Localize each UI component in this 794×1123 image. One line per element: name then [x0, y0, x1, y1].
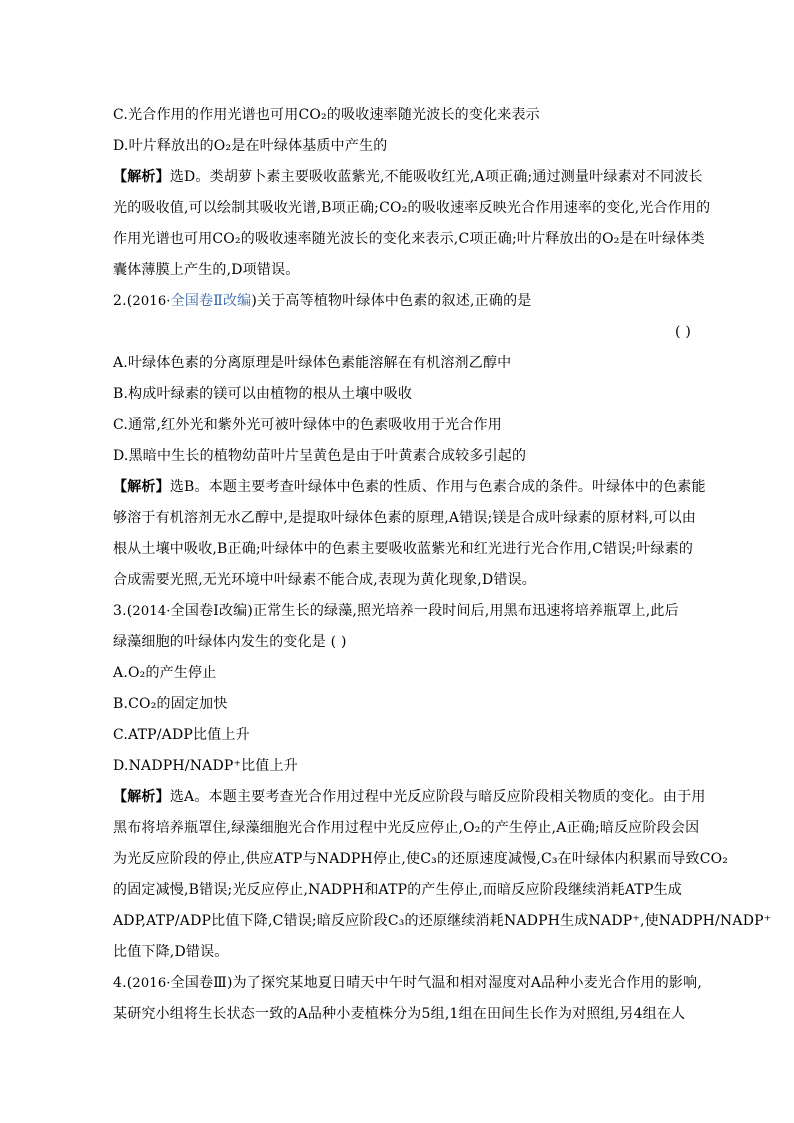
q2-answer-paren: ( ) — [675, 324, 691, 340]
q3-option-c: C.ATP/ADP比值上升 — [113, 727, 250, 743]
q2-option-a: A.叶绿体色素的分离原理是叶绿体色素能溶解在有机溶剂乙醇中 — [113, 355, 512, 371]
q2-option-b: B.构成叶绿素的镁可以由植物的根从土壤中吸收 — [113, 386, 413, 402]
q1-analysis-line-2: 光的吸收值,可以绘制其吸收光谱,B项正确;CO₂的吸收速率反映光合作用速率的变化,光合作用的 — [113, 200, 711, 216]
q3-analysis-line-3: 为光反应阶段的停止,供应ATP与NADPH停止,使C₃的还原速度减慢,C₃在叶绿体内积累而导致CO₂ — [113, 851, 729, 867]
q3-option-a: A.O₂的产生停止 — [113, 665, 217, 681]
q3-analysis-line-2: 黑布将培养瓶罩住,绿藻细胞光合作用过程中光反应停止,O₂的产生停止,A正确;暗反应阶段会因 — [113, 820, 700, 836]
q4-stem: 4.(2016·全国卷Ⅲ)为了探究某地夏日晴天中午时气温和相对湿度对A品种小麦光合作用的影响, — [113, 975, 702, 991]
q2-analysis-line-4: 合成需要光照,无光环境中叶绿素不能合成,表现为黄化现象,D错误。 — [113, 572, 536, 588]
analysis-tag: 【解析】 — [113, 169, 170, 185]
q3-stem: 3.(2014·全国卷Ⅰ改编)正常生长的绿藻,照光培养一段时间后,用黑布迅速将培养瓶罩上,此后 — [113, 603, 679, 619]
q2-stem: 2.(2016·全国卷Ⅱ改编)关于高等植物叶绿体中色素的叙述,正确的是 — [113, 293, 532, 309]
q2-analysis-line-1: 【解析】选B。本题主要考查叶绿体中色素的性质、作用与色素合成的条件。叶绿体中的色素能 — [113, 479, 706, 495]
q2-analysis-line-2: 够溶于有机溶剂无水乙醇中,是提取叶绿体色素的原理,A错误;镁是合成叶绿素的原材料,可以由 — [113, 510, 696, 526]
q3-option-d: D.NADPH/NADP⁺比值上升 — [113, 758, 298, 774]
q3-analysis-line-6: 比值下降,D错误。 — [113, 944, 229, 960]
q1-option-c: C.光合作用的作用光谱也可用CO₂的吸收速率随光波长的变化来表示 — [113, 107, 540, 123]
q3-stem-2: 绿藻细胞的叶绿体内发生的变化是 ( ) — [113, 634, 347, 650]
q2-analysis-line-3: 根从土壤中吸收,B正确;叶绿体中的色素主要吸收蓝紫光和红光进行光合作用,C错误;叶绿素的 — [113, 541, 694, 557]
q4-stem-2: 某研究小组将生长状态一致的A品种小麦植株分为5组,1组在田间生长作为对照组,另4组在人 — [113, 1006, 686, 1022]
q2-source: 全国卷Ⅱ改编 — [170, 293, 252, 309]
analysis-tag: 【解析】 — [113, 479, 170, 495]
q2-option-c: C.通常,红外光和紫外光可被叶绿体中的色素吸收用于光合作用 — [113, 417, 502, 433]
q3-analysis-line-1: 【解析】选A。本题主要考查光合作用过程中光反应阶段与暗反应阶段相关物质的变化。由于用 — [113, 789, 706, 805]
q1-analysis-line-3: 作用光谱也可用CO₂的吸收速率随光波长的变化来表示,C项正确;叶片释放出的O₂是在叶绿体类 — [113, 231, 705, 247]
analysis-tag: 【解析】 — [113, 789, 170, 805]
q3-source: 全国卷Ⅰ改编 — [170, 603, 248, 619]
document-page — [113, 100, 772, 1030]
q2-option-d: D.黑暗中生长的植物幼苗叶片呈黄色是由于叶黄素合成较多引起的 — [113, 448, 527, 464]
q4-source: 全国卷Ⅲ — [170, 975, 227, 991]
q3-analysis-line-5: ADP,ATP/ADP比值下降,C错误;暗反应阶段C₃的还原继续消耗NADPH生成NADP⁺,使NADPH/NADP⁺ — [113, 913, 772, 929]
q3-option-b: B.CO₂的固定加快 — [113, 696, 228, 712]
q1-analysis-line-4: 囊体薄膜上产生的,D项错误。 — [113, 262, 300, 278]
q1-option-d: D.叶片释放出的O₂是在叶绿体基质中产生的 — [113, 138, 388, 154]
q1-analysis-line-1: 【解析】选D。类胡萝卜素主要吸收蓝紫光,不能吸收红光,A项正确;通过测量叶绿素对不同波长 — [113, 169, 703, 185]
q3-analysis-line-4: 的固定减慢,B错误;光反应停止,NADPH和ATP的产生停止,而暗反应阶段继续消耗ATP生成 — [113, 882, 682, 898]
